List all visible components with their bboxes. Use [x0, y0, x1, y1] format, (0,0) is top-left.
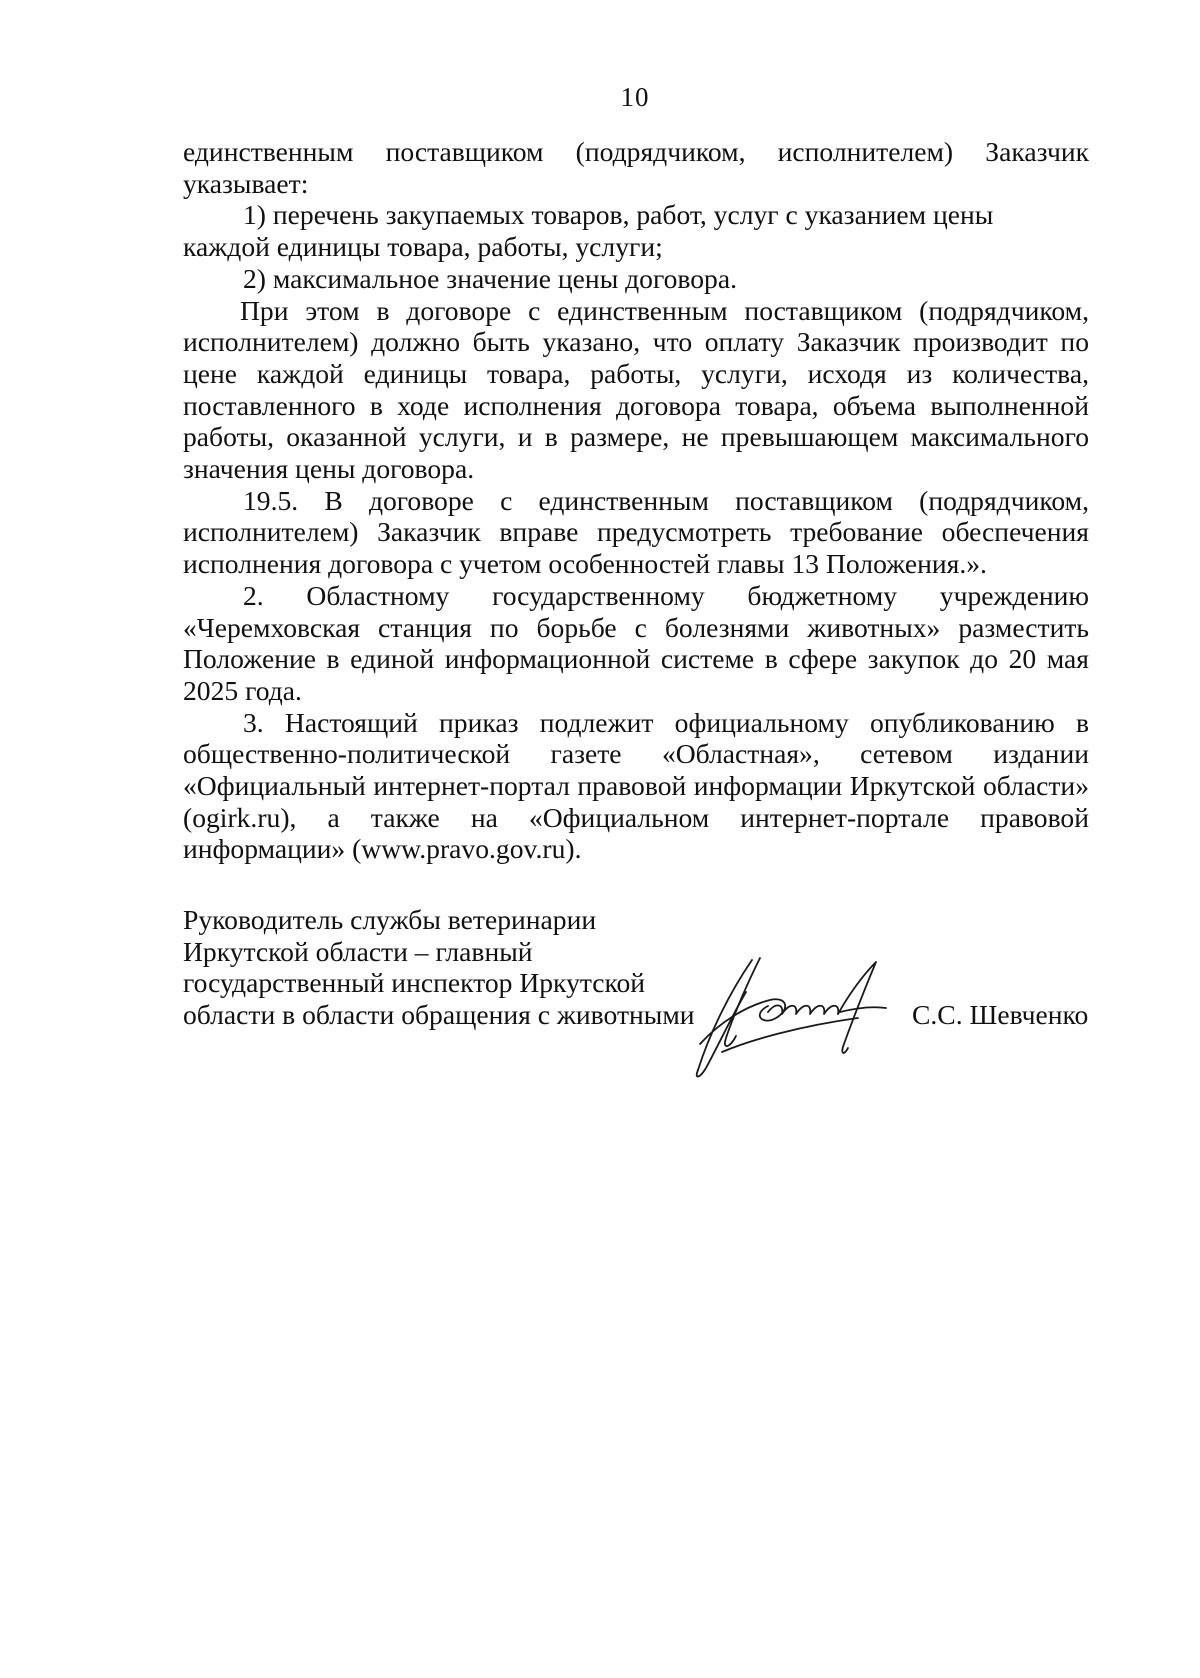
- list-item-1-line-2: каждой единицы товара, работы, услуги;: [183, 231, 663, 263]
- paragraph-19-5: 19.5. В договоре с единственным поставщиком (подрядчиком, исполнителем) Заказчик вправе предусмотреть требование обеспечения исполнения договора с учетом особенностей главы 13 Положения.».: [183, 484, 1089, 580]
- handwritten-signature: [690, 952, 930, 1092]
- paragraph-3-publication: 3. Настоящий приказ подлежит официальному опубликованию в общественно-политической газете «Областная», сетевом издании «Официальный интернет-портал правовой информации Иркутской области» (ogirk.ru), а также на «Официальном интернет-портале правовой информации» (www.pravo.gov.ru).: [183, 706, 1089, 865]
- signatory-position-line-2: Иркутской области – главный: [183, 935, 533, 967]
- paragraph-intro: единственным поставщиком (подрядчиком, исполнителем) Заказчик указывает:: [183, 136, 1089, 199]
- page-number: 10: [620, 82, 650, 112]
- list-item-2: 2) максимальное значение цены договора.: [243, 262, 737, 294]
- list-item-1-line-1: 1) перечень закупаемых товаров, работ, услуг с указанием цены: [243, 199, 994, 231]
- paragraph-payment-terms: При этом в договоре с единственным поставщиком (подрядчиком, исполнителем) должно быть указано, что оплату Заказчик производит по цене каждой единицы товара, работы, услуги, исходя из количества, поставленного в ходе исполнения договора товара, объема выполненной работы, оказанной услуги, и в размере, не превышающем максимального значения цены договора.: [183, 294, 1089, 485]
- signatory-position-line-3: государственный инспектор Иркутской: [183, 967, 646, 998]
- paragraph-2-publication: 2. Областному государственному бюджетному учреждению «Черемховская станция по борьбе с болезнями животных» разместить Положение в единой информационной системе в сфере закупок до 20 мая 2025 года.: [183, 579, 1089, 706]
- signer-name: С.С. Шевченко: [912, 999, 1089, 1030]
- document-body: [183, 136, 1089, 865]
- signatory-position-line-1: Руководитель службы ветеринарии: [183, 904, 597, 935]
- signatory-position-line-4: области в области обращения с животными: [183, 998, 695, 1030]
